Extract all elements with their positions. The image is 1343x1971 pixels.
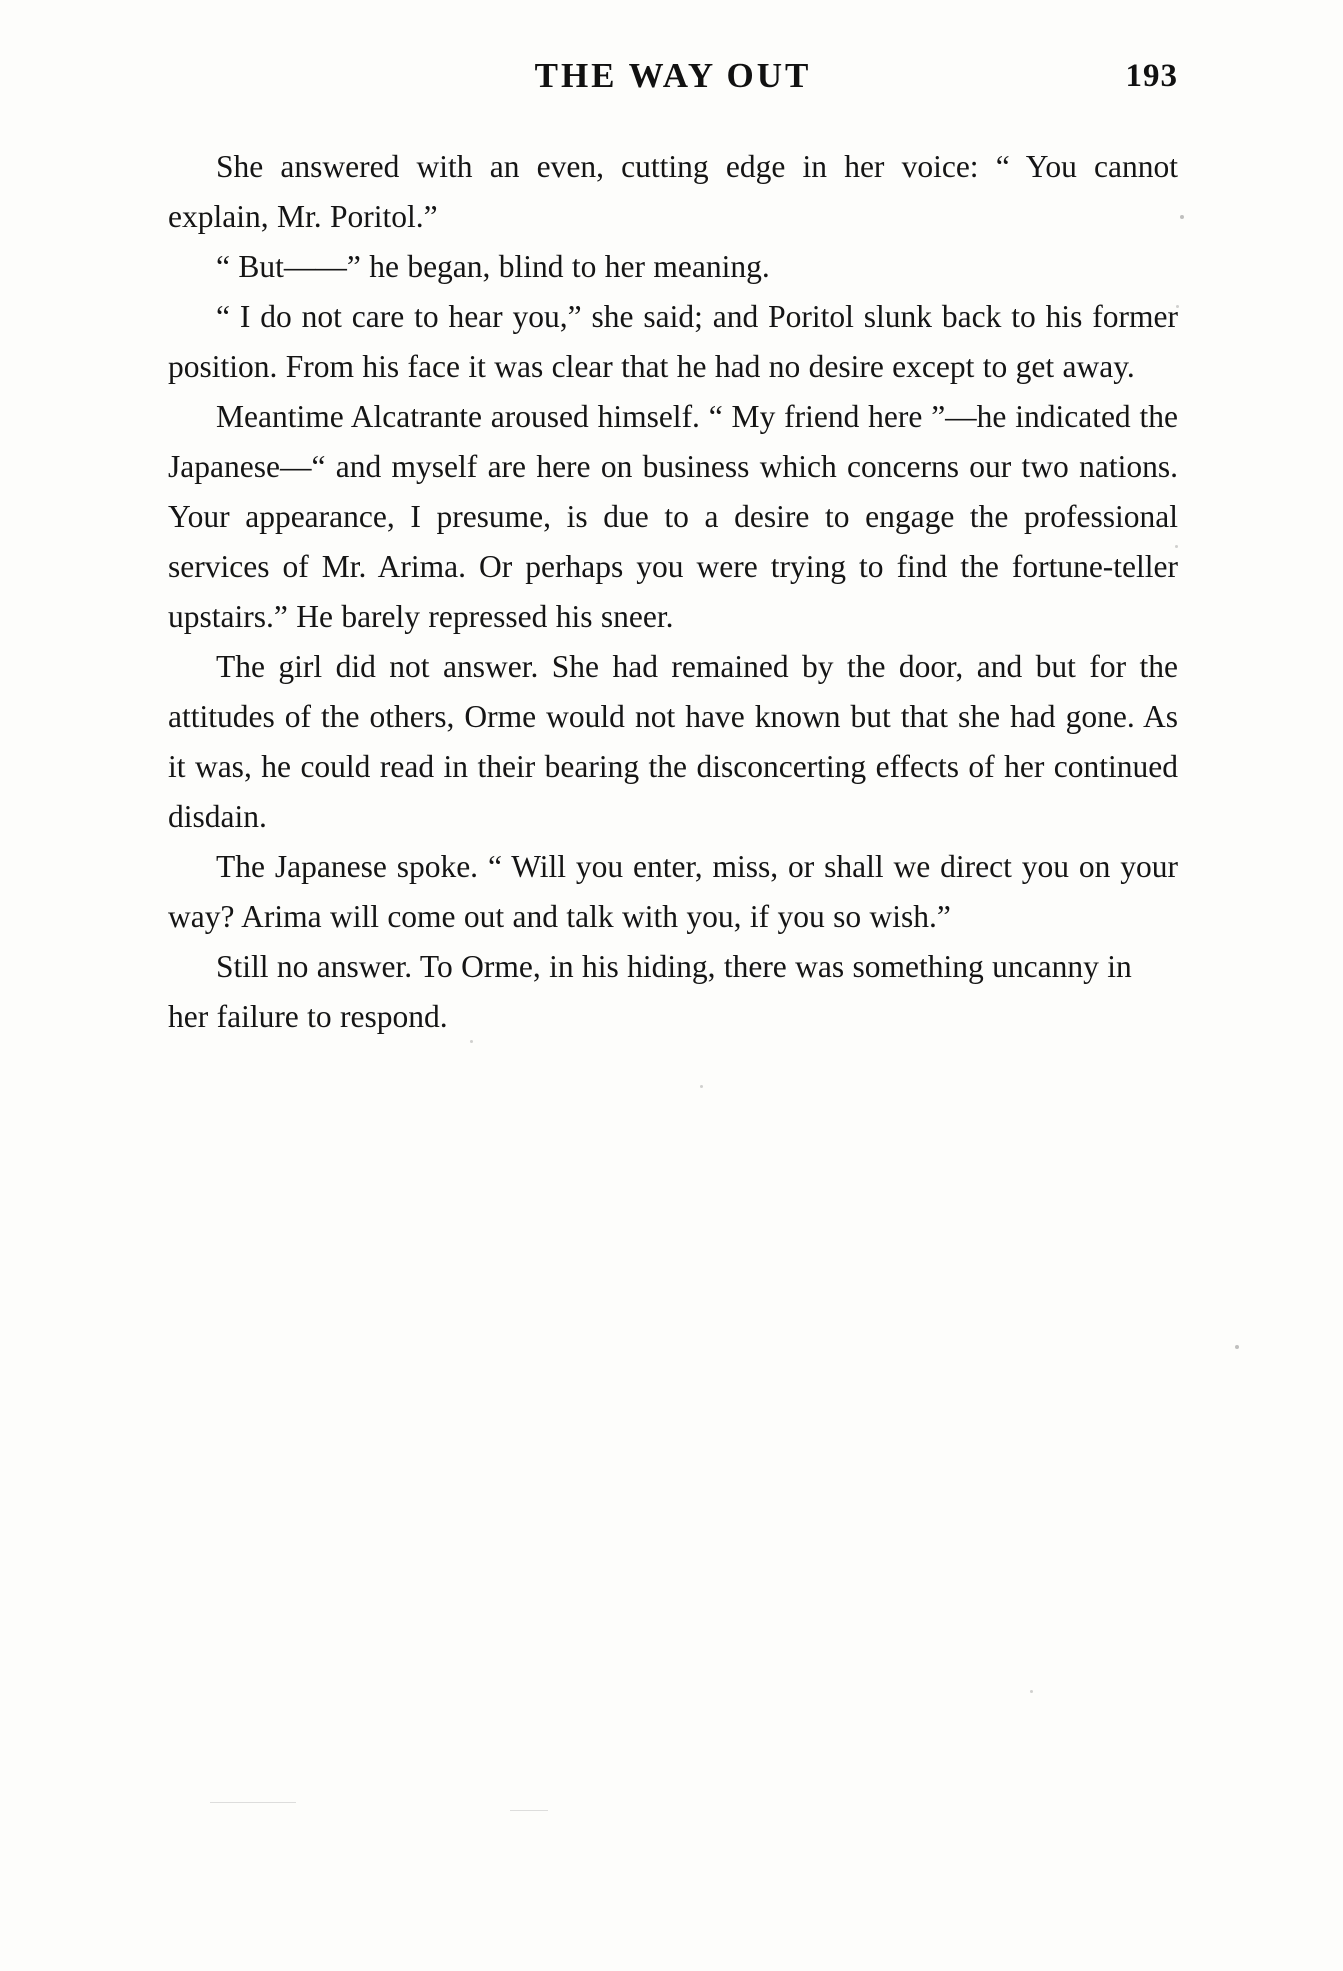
print-speck — [1235, 1345, 1239, 1349]
print-speck — [1176, 305, 1179, 308]
print-hairline — [510, 1810, 548, 1811]
running-head — [168, 56, 1178, 120]
paragraph: She answered with an even, cutting edge in her voice: “ You cannot explain, Mr. Poritol.” — [168, 149, 1178, 234]
body-text — [168, 142, 1178, 1042]
page-number: 193 — [1125, 58, 1178, 94]
print-speck — [1175, 545, 1178, 548]
print-hairline — [210, 1802, 296, 1803]
paragraph: The Japanese spoke. “ Will you enter, miss, or shall we direct you on your way? Arima will come out and talk with you, if you so wish.” — [168, 849, 1178, 934]
page-title: THE WAY OUT — [534, 56, 812, 95]
print-speck — [1180, 215, 1184, 219]
print-speck — [1030, 1690, 1033, 1693]
page-content — [168, 56, 1178, 1042]
paragraph: The girl did not answer. She had remained by the door, and but for the attitudes of the others, Orme would not have known but that she had gone. As it was, he could read in their bearing the disconcerting effects of her continued disdain. — [168, 649, 1178, 834]
paragraph: Meantime Alcatrante aroused himself. “ My friend here ”—he indicated the Japanese—“ and myself are here on business which concerns our two nations. Your appearance, I presume, is due to a desire to engage the professional services of Mr. Arima. Or perhaps you were trying to find the fortune-teller upstairs.” He barely repressed his sneer. — [168, 399, 1178, 634]
paragraph: Still no answer. To Orme, in his hiding, there was something uncanny in her failure to respond. — [168, 949, 1132, 1034]
paragraph: “ I do not care to hear you,” she said; and Poritol slunk back to his former position. From his face it was clear that he had no desire except to get away. — [168, 299, 1178, 384]
paragraph: “ But——” he began, blind to her meaning. — [216, 249, 770, 284]
print-speck — [700, 1085, 703, 1088]
print-speck — [470, 1040, 473, 1043]
